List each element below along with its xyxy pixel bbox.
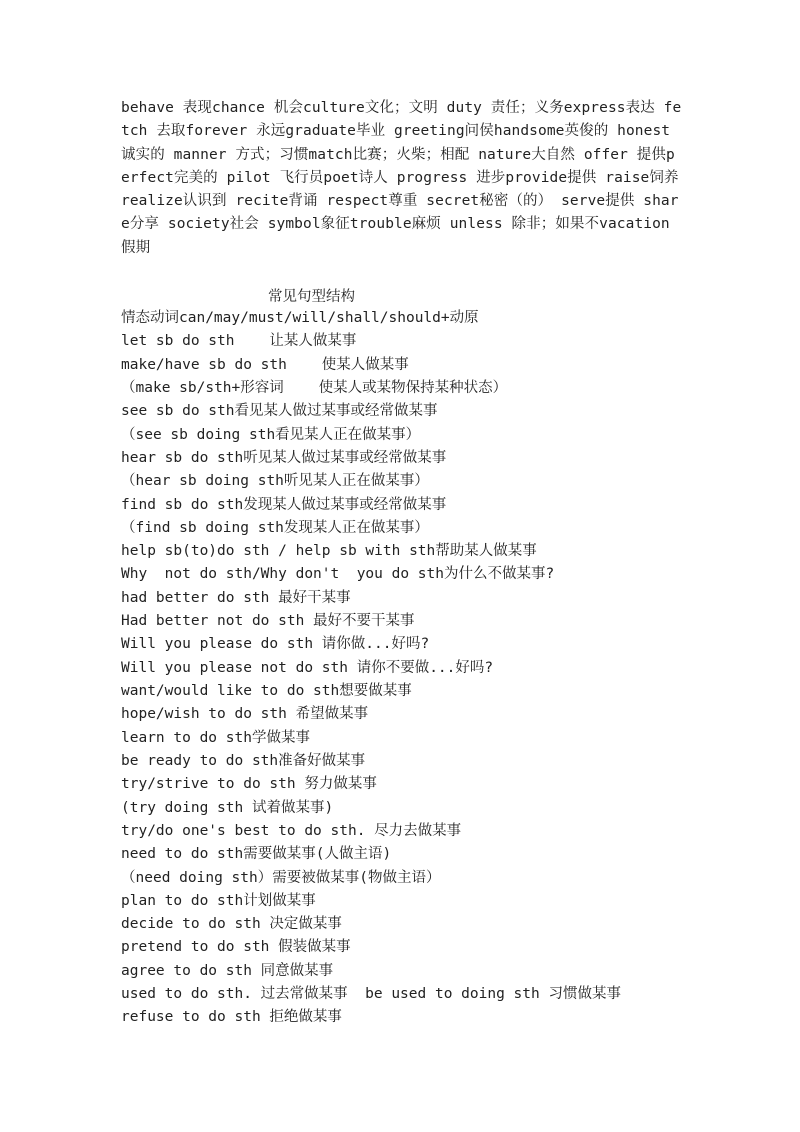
section-heading: 常见句型结构 xyxy=(268,289,355,305)
list-item: used to do sth. 过去常做某事 be used to doing sth 习惯做某事 xyxy=(121,986,621,1003)
list-item: see sb do sth看见某人做过某事或经常做某事 xyxy=(121,403,438,420)
list-item: （find sb doing sth发现某人正在做某事） xyxy=(121,519,429,536)
list-item: agree to do sth 同意做某事 xyxy=(121,962,334,979)
list-item: Will you please do sth 请你做...好吗? xyxy=(121,636,430,653)
list-item: let sb do sth 让某人做某事 xyxy=(121,333,357,350)
list-item: 情态动词can/may/must/will/shall/should+动原 xyxy=(121,310,479,326)
vocabulary-paragraph: behave 表现chance 机会culture文化；文明 duty 责任；义务express表达 fetch 去取forever 永远graduate毕业 greeting问侯handsome英俊的 honest诚实的 manner 方式；习惯match比赛；火柴；相配 nature大自然 offer 提供perfect完美的 pilot 飞行员poet诗人 progress 进步provide提供 raise饲养realize认识到 recite背诵 respect尊重 secret秘密（的） serve提供 share分享 society社会 symbol象征trouble麻烦 unless 除非；如果不vacation 假期 xyxy=(121,100,682,256)
list-item: Had better not do sth 最好不要干某事 xyxy=(121,613,415,630)
list-item: （make sb/sth+形容词 使某人或某物保持某种状态） xyxy=(121,379,508,396)
sentence-pattern-list xyxy=(121,307,721,1030)
list-item: （need doing sth）需要被做某事(物做主语） xyxy=(121,869,441,886)
list-item: help sb(to)do sth / help sb with sth帮助某人做某事 xyxy=(121,543,537,560)
list-item: had better do sth 最好干某事 xyxy=(121,589,351,606)
list-item: refuse to do sth 拒绝做某事 xyxy=(121,1009,342,1026)
list-item: try/strive to do sth 努力做某事 xyxy=(121,776,377,793)
list-item: learn to do sth学做某事 xyxy=(121,729,310,746)
list-item: hear sb do sth听见某人做过某事或经常做某事 xyxy=(121,449,447,466)
list-item: make/have sb do sth 使某人做某事 xyxy=(121,356,409,373)
list-item: Will you please not do sth 请你不要做...好吗? xyxy=(121,659,494,676)
list-item: (try doing sth 试着做某事) xyxy=(121,799,334,816)
list-item: need to do sth需要做某事(人做主语) xyxy=(121,846,392,863)
list-item: Why not do sth/Why don't you do sth为什么不做某事? xyxy=(121,566,555,583)
list-item: hope/wish to do sth 希望做某事 xyxy=(121,706,369,723)
list-item: plan to do sth计划做某事 xyxy=(121,892,316,909)
list-item: find sb do sth发现某人做过某事或经常做某事 xyxy=(121,496,447,513)
list-item: （hear sb doing sth听见某人正在做某事） xyxy=(121,473,429,490)
list-item: pretend to do sth 假装做某事 xyxy=(121,939,351,956)
list-item: decide to do sth 决定做某事 xyxy=(121,916,342,933)
list-item: try/do one's best to do sth. 尽力去做某事 xyxy=(121,822,462,839)
list-item: be ready to do sth准备好做某事 xyxy=(121,752,366,769)
list-item: want/would like to do sth想要做某事 xyxy=(121,683,412,699)
list-item: （see sb doing sth看见某人正在做某事） xyxy=(121,426,421,443)
